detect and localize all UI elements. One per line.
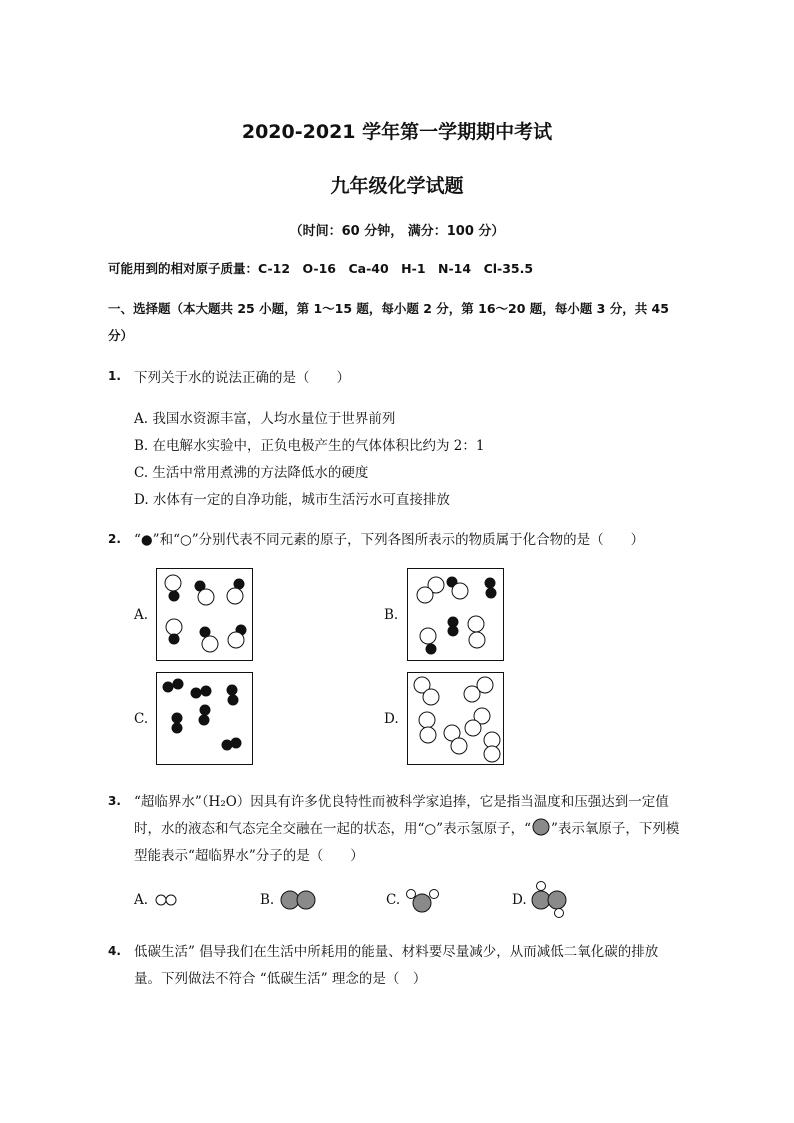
box-label-b: B.	[384, 607, 399, 623]
option-c: C.	[386, 892, 401, 908]
molecule-diagram-b	[407, 568, 504, 661]
oxygen-atom-icon	[532, 818, 550, 836]
stem-part-a: 时，水的液态和气态完全交融在一起的状态，用“○”表示氢原子，“	[134, 821, 531, 837]
option-d: D.	[512, 892, 527, 908]
exam-title: 2020-2021 学年第一学期期中考试	[241, 121, 553, 143]
diagram-b-svg	[408, 569, 505, 662]
molecule-diagram-c	[156, 672, 253, 765]
option-c: C. 生活中常用煮沸的方法降低水的硬度	[134, 465, 369, 481]
question-stem: 低碳生活” 倡导我们在生活中所耗用的能量、材料要尽量减少，从而减低二氧化碳的排放	[134, 944, 659, 960]
option-b: B. 在电解水实验中，正负电极产生的气体体积比约为 2：1	[134, 438, 485, 454]
diagram-d-svg	[408, 673, 505, 766]
diagram-a-svg	[157, 569, 254, 662]
question-stem: 下列关于水的说法正确的是（ ）	[134, 370, 350, 386]
molecule-diagram-d	[407, 672, 504, 765]
box-label-a: A.	[134, 607, 149, 623]
model-d-icon	[530, 880, 570, 920]
option-a: A. 我国水资源丰富，人均水量位于世界前列	[134, 411, 396, 427]
model-a-icon	[155, 894, 179, 906]
section-heading: 一、选择题（本大题共 25 小题，第 1～15 题，每小题 2 分，第 16～20 题，每小题 3 分，共 45	[108, 301, 669, 316]
section-heading-cont: 分）	[108, 328, 134, 343]
model-c-icon	[405, 886, 441, 916]
question-number: 2.	[108, 532, 121, 546]
diagram-c-svg	[157, 673, 254, 766]
model-b-icon	[280, 890, 320, 912]
box-label-c: C.	[134, 711, 149, 727]
option-a: A.	[134, 892, 149, 908]
question-number: 4.	[108, 944, 121, 958]
stem-part-b: ”表示氧原子，下列模	[550, 821, 680, 837]
option-b: B.	[260, 892, 275, 908]
molecule-diagram-a	[156, 568, 253, 661]
box-label-d: D.	[384, 711, 399, 727]
question-stem: 型能表示“超临界水”分子的是（ ）	[134, 848, 364, 864]
question-number: 3.	[108, 794, 121, 808]
question-stem: “●”和“○”分别代表不同元素的原子，下列各图所表示的物质属于化合物的是（ ）	[134, 532, 645, 548]
question-number: 1.	[108, 369, 121, 383]
option-d: D. 水体有一定的自净功能，城市生活污水可直接排放	[134, 492, 450, 508]
question-stem: 量。下列做法不符合 “低碳生活” 理念的是（ ）	[134, 971, 427, 987]
question-stem-line2	[134, 817, 679, 837]
question-stem: “超临界水”（H₂O）因具有许多优良特性而被科学家追捧，它是指当温度和压强达到一定值	[134, 794, 669, 810]
paper-subtitle: 九年级化学试题	[330, 175, 464, 197]
exam-info: （时间：60 分钟， 满分：100 分）	[289, 224, 505, 239]
atomic-mass-line: 可能用到的相对原子质量：C-12 O-16 Ca-40 H-1 N-14 Cl-35.5	[108, 261, 534, 276]
